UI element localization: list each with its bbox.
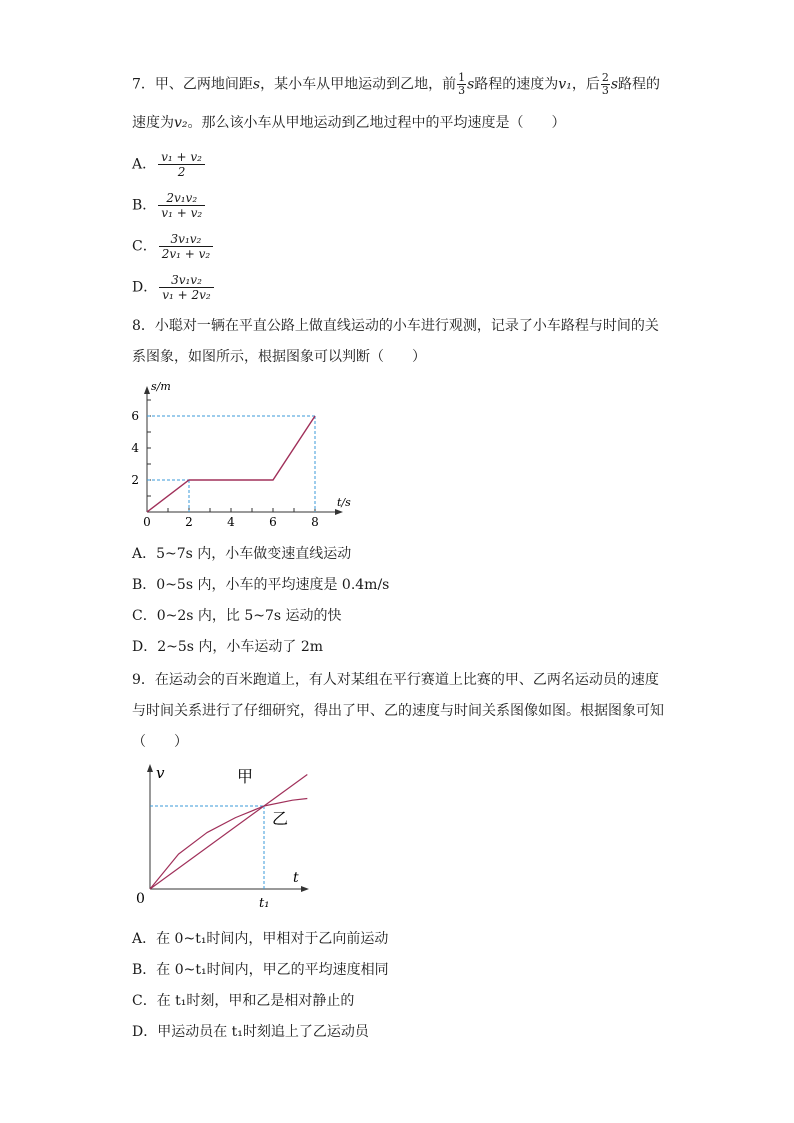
q9-option-b[interactable]: B．在 0~t₁时间内，甲乙的平均速度相同: [132, 962, 389, 978]
y-axis-label: s/m: [151, 380, 171, 393]
q8-option-b[interactable]: B．0~5s 内，小车的平均速度是 0.4m/s: [132, 577, 390, 593]
var-v2: v₂: [174, 115, 188, 131]
x-axis-arrow: [335, 509, 343, 515]
var-s: s: [252, 76, 261, 93]
q7-text: 路程的速度为: [474, 76, 559, 93]
var-s: s: [610, 76, 619, 93]
q7-text: 路程的: [618, 76, 661, 93]
y-tick-label: 4: [131, 441, 139, 455]
var-s: s: [467, 76, 475, 93]
q7-option-a[interactable]: A． $\frac{\text{v₁ + v₂}}{2}$: [132, 150, 207, 179]
q7-text: ，某小车从甲地运动到乙地，前: [260, 76, 457, 93]
series-line: [147, 416, 315, 512]
q9-line1: 9．在运动会的百米跑道上，有人对某组在平行赛道上比赛的甲、乙两名运动员的速度: [132, 672, 659, 688]
q9-option-a[interactable]: A．在 0~t₁时间内，甲相对于乙向前运动: [132, 931, 389, 947]
q7-line2: [132, 113, 566, 133]
option-a-fraction: $\frac{\text{v₁ + v₂}}{2}$: [158, 150, 205, 179]
y-tick-label: 6: [131, 409, 139, 423]
q8-option-c[interactable]: C．0~2s 内，比 5~7s 运动的快: [132, 608, 342, 624]
option-c-fraction: $\frac{\text{3v₁v₂}}{\text{2v₁ + v₂}}$: [159, 232, 214, 261]
series-jia-line: [150, 774, 307, 889]
vt-chart: [125, 760, 325, 920]
q7-line1: [132, 72, 660, 97]
q9-line2: 与时间关系进行了仔细研究，得出了甲、乙的速度与时间关系图像如图。根据图象可知: [132, 703, 664, 719]
x-tick-label: 0: [143, 515, 151, 529]
q7-text: 7．甲、乙两地间距: [132, 76, 253, 93]
q8-option-a[interactable]: A．5~7s 内，小车做变速直线运动: [132, 546, 352, 562]
q8-option-d[interactable]: D．2~5s 内，小车运动了 2m: [132, 639, 324, 655]
option-d-fraction: $\frac{\text{3v₁v₂}}{\text{v₁ + 2v₂}}$: [159, 273, 214, 302]
var-v1: v₁: [558, 76, 572, 93]
x-tick-label: 4: [227, 515, 235, 529]
y-axis-label: v: [156, 764, 165, 782]
x-tick-label: 2: [185, 515, 193, 529]
x-tick-label: 8: [311, 515, 319, 529]
x-axis-arrow: [301, 886, 309, 892]
y-axis-arrow: [144, 386, 150, 394]
y-tick-label: 2: [131, 473, 139, 487]
x-tick-label: t₁: [259, 896, 270, 911]
q9-line3: （ ）: [132, 734, 188, 750]
fraction-two-thirds: $\frac{2}{3}$: [601, 71, 609, 97]
option-b-fraction: $\frac{\text{2v₁v₂}}{\text{v₁ + v₂}}$: [158, 191, 205, 220]
q7-text: ，后: [571, 76, 600, 93]
q9-option-d[interactable]: D．甲运动员在 t₁时刻追上了乙运动员: [132, 1024, 369, 1040]
q8-line1: 8．小聪对一辆在平直公路上做直线运动的小车进行观测，记录了小车路程与时间的关: [132, 318, 659, 334]
q8-line2: 系图象，如图所示，根据图象可以判断（ ）: [132, 349, 426, 365]
fraction-one-third: $\frac{1}{3}$: [458, 71, 466, 97]
q7-text: 。那么该小车从甲地运动到乙地过程中的平均速度是（ ）: [187, 115, 566, 131]
origin-label: 0: [136, 891, 145, 907]
series-label-jia: 甲: [237, 767, 254, 786]
q9-option-c[interactable]: C．在 t₁时刻，甲和乙是相对静止的: [132, 993, 355, 1009]
q7-option-b[interactable]: B． $\frac{\text{2v₁v₂}}{\text{v₁ + v₂}}$: [132, 191, 207, 220]
y-axis-arrow: [147, 764, 153, 772]
q7-option-c[interactable]: C． $\frac{\text{3v₁v₂}}{\text{2v₁ + v₂}}$: [132, 232, 215, 261]
series-label-yi: 乙: [272, 809, 289, 828]
x-axis-label: t/s: [337, 496, 351, 509]
x-tick-label: 6: [269, 515, 277, 529]
x-axis-label: t: [293, 870, 299, 886]
q7-text: 速度为: [132, 115, 174, 131]
st-chart: [120, 372, 360, 532]
q7-option-d[interactable]: D． $\frac{\text{3v₁v₂}}{\text{v₁ + 2v₂}}$: [132, 273, 216, 302]
